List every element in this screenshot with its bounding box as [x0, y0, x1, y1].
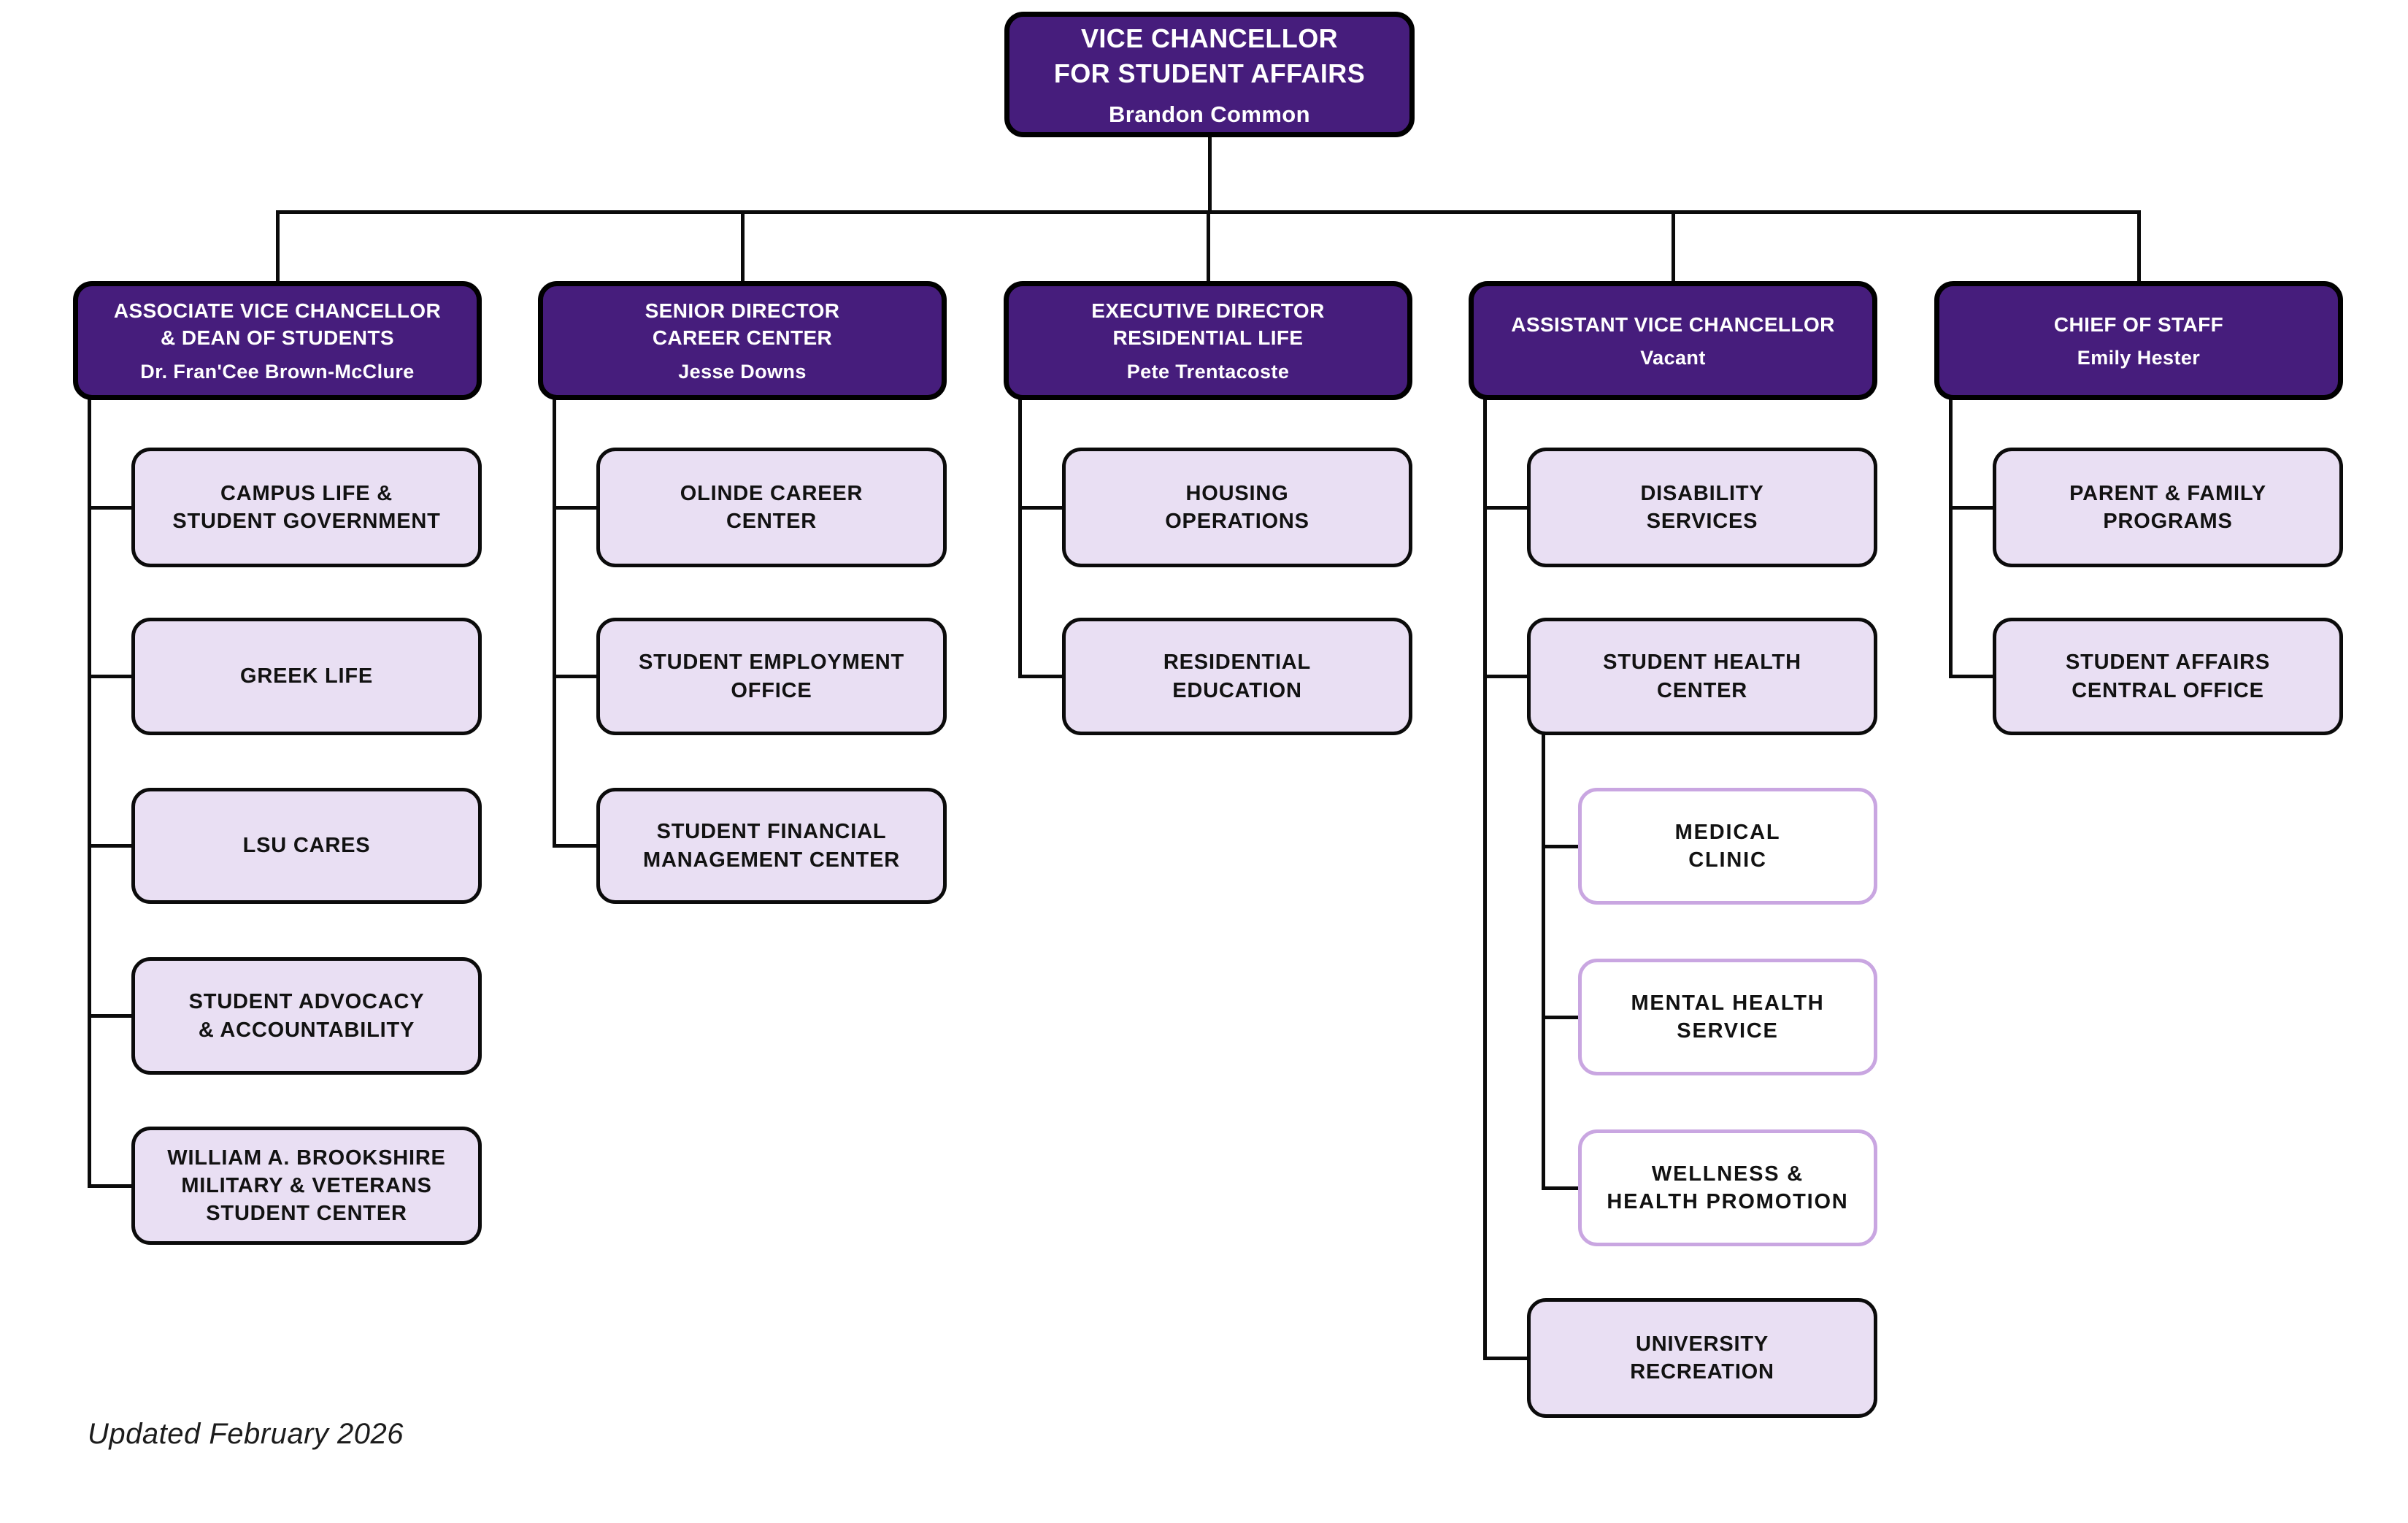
node-parent-family-programs: [1993, 448, 2343, 567]
node-vice-chancellor: [1004, 12, 1415, 137]
node-label: STUDENT FINANCIAL MANAGEMENT CENTER: [643, 820, 900, 872]
node-chief-of-staff: [1934, 281, 2343, 400]
node-student-health-center: [1527, 618, 1877, 735]
node-person: Vacant: [1640, 347, 1706, 369]
node-mental-health-service: [1578, 959, 1877, 1075]
node-person: Jesse Downs: [678, 360, 807, 383]
node-associate-vc-dean: [73, 281, 482, 400]
connector-line: [2137, 210, 2141, 288]
connector-line: [741, 210, 745, 288]
node-exec-director-res-life: [1004, 281, 1412, 400]
node-medical-clinic: [1578, 788, 1877, 905]
node-disability-services: [1527, 448, 1877, 567]
node-label: CHIEF OF STAFF: [2053, 312, 2224, 336]
node-student-affairs-central: [1993, 618, 2343, 735]
connector-line: [1018, 397, 1022, 678]
node-student-financial: [596, 788, 947, 904]
node-label: RESIDENTIAL EDUCATION: [1163, 651, 1312, 702]
connector-line: [553, 397, 556, 848]
node-person: Emily Hester: [2077, 347, 2201, 369]
footer-note: Updated February 2026: [88, 1418, 404, 1450]
node-student-employment: [596, 618, 947, 735]
node-label: STUDENT EMPLOYMENT OFFICE: [638, 651, 904, 702]
node-label: VICE CHANCELLOR FOR STUDENT AFFAIRS: [1053, 23, 1366, 88]
node-brookshire-military: [131, 1127, 482, 1245]
node-person: Brandon Common: [1109, 101, 1310, 127]
node-label: STUDENT AFFAIRS CENTRAL OFFICE: [2066, 651, 2270, 702]
connector-line: [1542, 732, 1545, 1190]
connector-line: [1672, 210, 1675, 288]
node-label: OLINDE CAREER CENTER: [680, 481, 863, 533]
node-label: UNIVERSITY RECREATION: [1630, 1332, 1774, 1384]
node-label: MEDICAL CLINIC: [1674, 820, 1781, 872]
node-label: STUDENT ADVOCACY & ACCOUNTABILITY: [188, 990, 425, 1042]
node-label: CAMPUS LIFE & STUDENT GOVERNMENT: [172, 481, 441, 533]
node-label: PARENT & FAMILY PROGRAMS: [2069, 481, 2266, 533]
node-greek-life: [131, 618, 482, 735]
node-label: WELLNESS & HEALTH PROMOTION: [1607, 1162, 1849, 1213]
node-lsu-cares: [131, 788, 482, 904]
node-label: SENIOR DIRECTOR CAREER CENTER: [645, 299, 840, 349]
node-label: ASSISTANT VICE CHANCELLOR: [1511, 312, 1835, 336]
node-label: DISABILITY SERVICES: [1640, 481, 1764, 533]
connector-line: [1949, 397, 1953, 678]
node-label: WILLIAM A. BROOKSHIRE MILITARY & VETERANS STUDENT CENTER: [167, 1146, 446, 1226]
node-student-advocacy: [131, 957, 482, 1075]
node-person: Pete Trentacoste: [1126, 360, 1290, 383]
connector-line: [276, 210, 280, 288]
connector-line: [88, 397, 91, 1188]
node-label: HOUSING OPERATIONS: [1165, 481, 1309, 533]
node-label: MENTAL HEALTH SERVICE: [1631, 991, 1825, 1043]
connector-line: [1483, 397, 1487, 1360]
node-label: EXECUTIVE DIRECTOR RESIDENTIAL LIFE: [1091, 299, 1325, 349]
connector-line: [1208, 134, 1212, 214]
node-assistant-vc: [1469, 281, 1877, 400]
node-housing-operations: [1062, 448, 1412, 567]
node-university-recreation: [1527, 1298, 1877, 1418]
node-olinde-career: [596, 448, 947, 567]
node-campus-life: [131, 448, 482, 567]
node-wellness-health-promotion: [1578, 1129, 1877, 1246]
node-label: STUDENT HEALTH CENTER: [1603, 651, 1801, 702]
connector-line: [1207, 210, 1210, 288]
node-person: Dr. Fran'Cee Brown-McClure: [140, 360, 415, 383]
node-label: GREEK LIFE: [239, 664, 373, 688]
node-residential-education: [1062, 618, 1412, 735]
node-senior-director-career: [538, 281, 947, 400]
node-label: LSU CARES: [242, 834, 371, 858]
node-label: ASSOCIATE VICE CHANCELLOR & DEAN OF STUDENTS: [113, 299, 442, 349]
